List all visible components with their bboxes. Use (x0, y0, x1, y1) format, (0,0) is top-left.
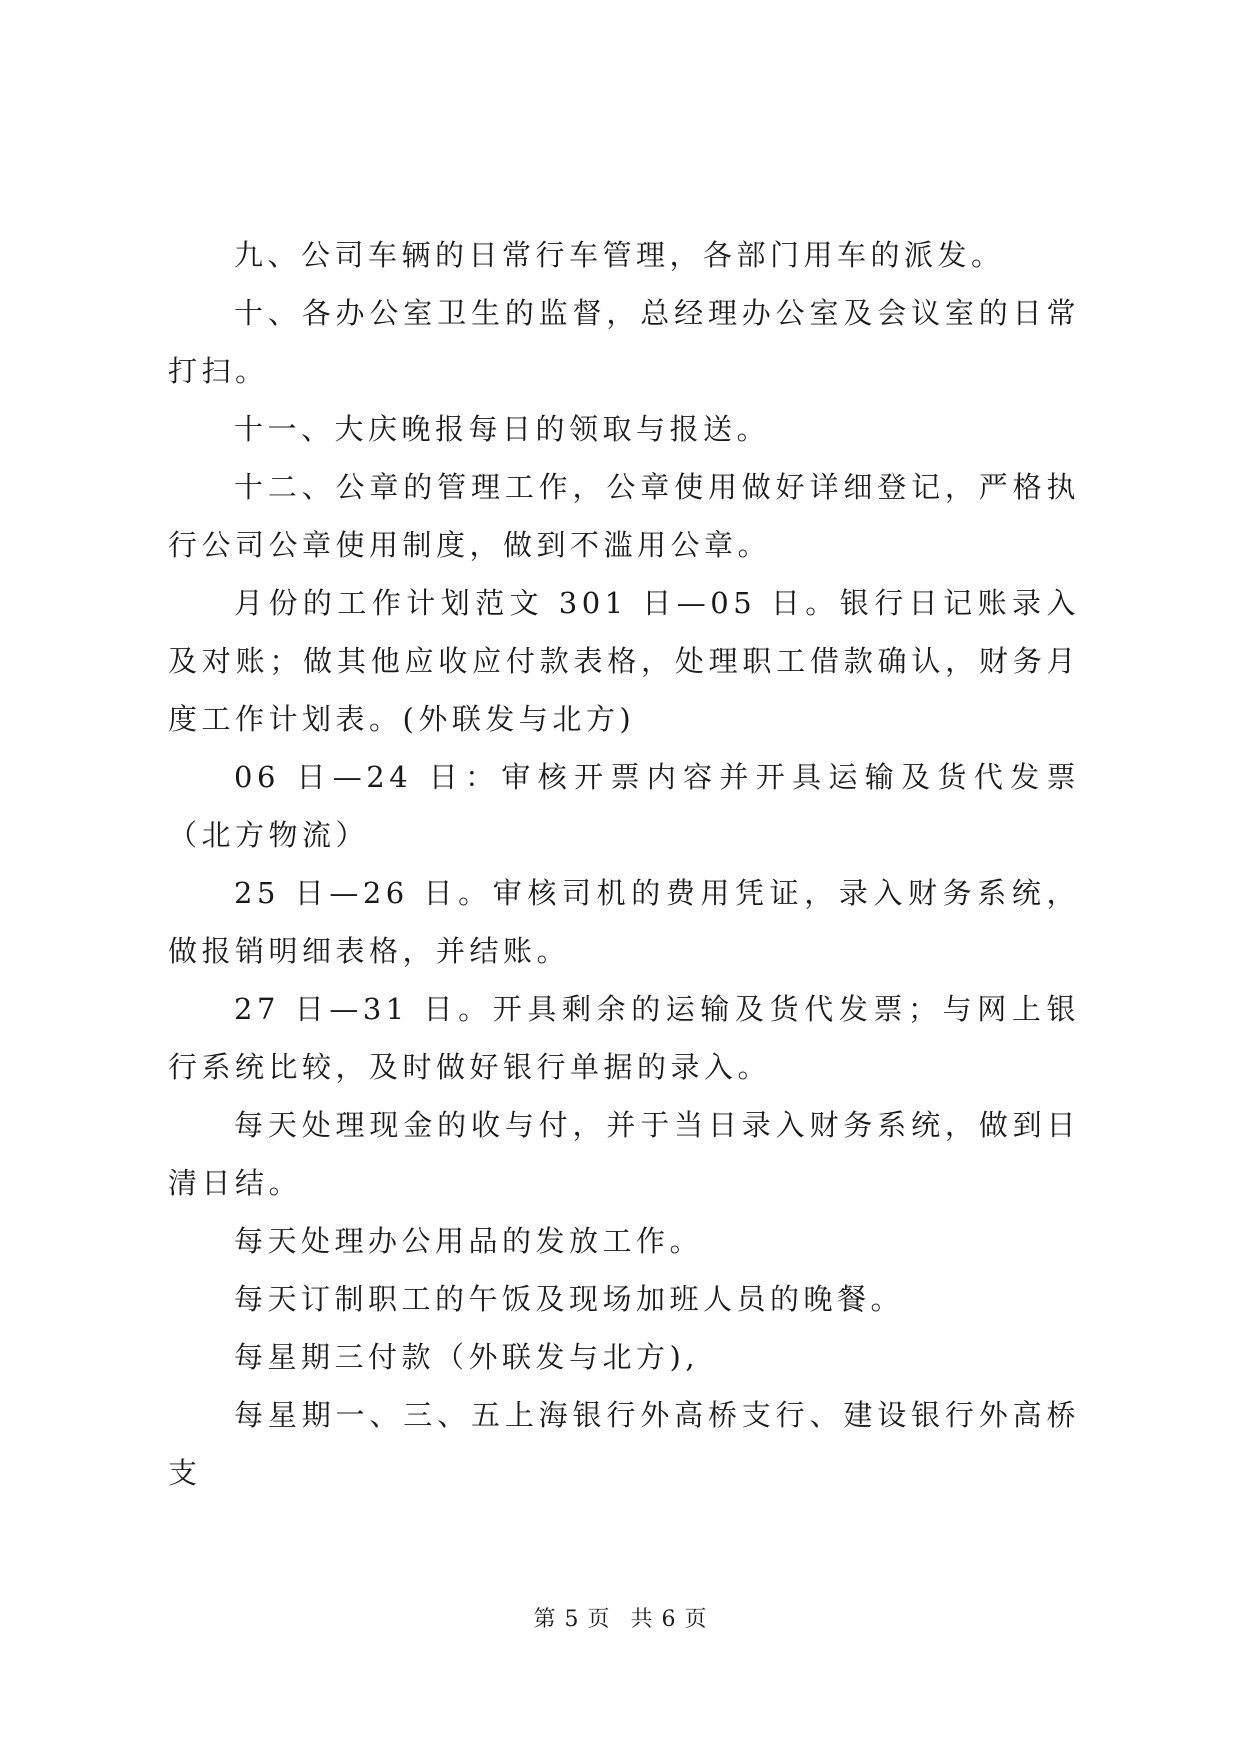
page-number: 第 5 页 (533, 1607, 611, 1632)
page-total: 共 6 页 (630, 1607, 708, 1632)
paragraph: 十一、大庆晚报每日的领取与报送。 (234, 412, 771, 446)
paragraph: 十、各办公室卫生的监督，总经理办公室及会议室的日常打扫。 (168, 296, 1080, 388)
paragraph: 每星期三付款（外联发与北方), (234, 1340, 700, 1374)
paragraph: 九、公司车辆的日常行车管理，各部门用车的派发。 (234, 238, 1005, 272)
page-footer (0, 1605, 1241, 1635)
paragraph: 月份的工作计划范文 301 日—05 日。银行日记账录入及对账；做其他应收应付款表格，处理职工借款确认，财务月度工作计划表。(外联发与北方) (168, 586, 1080, 736)
paragraph: 十二、公章的管理工作，公章使用做好详细登记，严格执行公司公章使用制度，做到不滥用公章。 (168, 470, 1080, 562)
paragraph: 06 日—24 日：审核开票内容并开具运输及货代发票（北方物流） (168, 760, 1080, 852)
paragraph: 每天处理现金的收与付，并于当日录入财务系统，做到日清日结。 (168, 1108, 1080, 1200)
paragraph: 27 日—31 日。开具剩余的运输及货代发票；与网上银行系统比较，及时做好银行单据的录入。 (168, 992, 1080, 1084)
paragraph: 每天订制职工的午饭及现场加班人员的晚餐。 (234, 1282, 905, 1316)
paragraph: 每天处理办公用品的发放工作。 (234, 1224, 704, 1258)
paragraph: 每星期一、三、五上海银行外高桥支行、建设银行外高桥支 (168, 1398, 1080, 1490)
document-body (168, 226, 1080, 1502)
paragraph: 25 日—26 日。审核司机的费用凭证，录入财务系统，做报销明细表格，并结账。 (168, 876, 1080, 968)
